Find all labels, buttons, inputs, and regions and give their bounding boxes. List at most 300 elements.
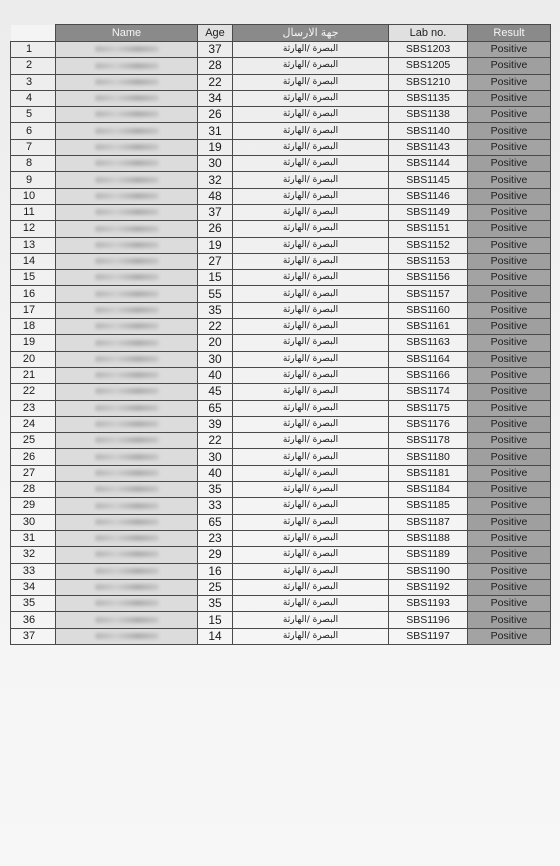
result-cell: Positive	[468, 449, 551, 465]
table-row	[11, 74, 551, 90]
lab-no-cell: SBS1187	[389, 514, 468, 530]
sender-cell: البصرة /الهارثة	[233, 596, 389, 612]
sender-cell: البصرة /الهارثة	[233, 351, 389, 367]
sender-cell: البصرة /الهارثة	[233, 286, 389, 302]
age-cell: 16	[198, 563, 233, 579]
table-row	[11, 612, 551, 628]
row-index: 29	[11, 498, 56, 514]
age-cell: 65	[198, 400, 233, 416]
lab-no-cell: SBS1140	[389, 123, 468, 139]
redacted-name-blur	[95, 160, 159, 166]
name-cell-redacted	[56, 237, 198, 253]
name-cell-redacted	[56, 465, 198, 481]
name-cell-redacted	[56, 253, 198, 269]
result-cell: Positive	[468, 139, 551, 155]
redacted-name-blur	[95, 519, 159, 525]
lab-no-cell: SBS1185	[389, 498, 468, 514]
age-cell: 22	[198, 74, 233, 90]
sender-cell: البصرة /الهارثة	[233, 319, 389, 335]
row-index: 28	[11, 482, 56, 498]
sender-cell: البصرة /الهارثة	[233, 123, 389, 139]
row-index: 18	[11, 319, 56, 335]
redacted-name-blur	[95, 193, 159, 199]
table-row	[11, 58, 551, 74]
lab-no-cell: SBS1210	[389, 74, 468, 90]
lab-no-cell: SBS1156	[389, 270, 468, 286]
result-cell: Positive	[468, 514, 551, 530]
lab-no-cell: SBS1181	[389, 465, 468, 481]
age-cell: 28	[198, 58, 233, 74]
table-row	[11, 400, 551, 416]
row-index: 23	[11, 400, 56, 416]
row-index: 20	[11, 351, 56, 367]
result-cell: Positive	[468, 547, 551, 563]
row-index: 12	[11, 221, 56, 237]
table-row	[11, 123, 551, 139]
row-index: 5	[11, 107, 56, 123]
row-index: 4	[11, 90, 56, 106]
redacted-name-blur	[95, 144, 159, 150]
sender-cell: البصرة /الهارثة	[233, 253, 389, 269]
lab-no-cell: SBS1149	[389, 204, 468, 220]
lab-no-cell: SBS1160	[389, 302, 468, 318]
row-index: 1	[11, 42, 56, 58]
table-row	[11, 416, 551, 432]
sender-cell: البصرة /الهارثة	[233, 579, 389, 595]
table-row	[11, 514, 551, 530]
name-cell-redacted	[56, 563, 198, 579]
name-cell-redacted	[56, 302, 198, 318]
table-row	[11, 286, 551, 302]
sender-cell: البصرة /الهارثة	[233, 172, 389, 188]
redacted-name-blur	[95, 274, 159, 280]
sender-cell: البصرة /الهارثة	[233, 74, 389, 90]
redacted-name-blur	[95, 600, 159, 606]
redacted-name-blur	[95, 307, 159, 313]
sender-cell: البصرة /الهارثة	[233, 530, 389, 546]
lab-no-cell: SBS1175	[389, 400, 468, 416]
sender-cell: البصرة /الهارثة	[233, 302, 389, 318]
result-cell: Positive	[468, 416, 551, 432]
age-cell: 30	[198, 156, 233, 172]
row-index: 9	[11, 172, 56, 188]
age-cell: 37	[198, 204, 233, 220]
result-cell: Positive	[468, 612, 551, 628]
row-index: 33	[11, 563, 56, 579]
result-cell: Positive	[468, 74, 551, 90]
redacted-name-blur	[95, 95, 159, 101]
redacted-name-blur	[95, 372, 159, 378]
sender-cell: البصرة /الهارثة	[233, 270, 389, 286]
result-cell: Positive	[468, 58, 551, 74]
name-cell-redacted	[56, 579, 198, 595]
age-cell: 25	[198, 579, 233, 595]
name-cell-redacted	[56, 335, 198, 351]
redacted-name-blur	[95, 242, 159, 248]
redacted-name-blur	[95, 258, 159, 264]
results-sheet	[10, 24, 551, 645]
row-index: 26	[11, 449, 56, 465]
sender-cell: البصرة /الهارثة	[233, 416, 389, 432]
table-row	[11, 628, 551, 644]
age-cell: 14	[198, 628, 233, 644]
result-cell: Positive	[468, 596, 551, 612]
age-cell: 35	[198, 302, 233, 318]
redacted-name-blur	[95, 356, 159, 362]
result-cell: Positive	[468, 498, 551, 514]
row-index: 10	[11, 188, 56, 204]
redacted-name-blur	[95, 46, 159, 52]
sender-cell: البصرة /الهارثة	[233, 465, 389, 481]
lab-no-cell: SBS1153	[389, 253, 468, 269]
table-row	[11, 530, 551, 546]
sender-cell: البصرة /الهارثة	[233, 367, 389, 383]
table-row	[11, 204, 551, 220]
result-cell: Positive	[468, 482, 551, 498]
table-row	[11, 270, 551, 286]
results-body	[11, 42, 551, 645]
row-index: 31	[11, 530, 56, 546]
results-table	[10, 24, 551, 645]
table-row	[11, 319, 551, 335]
redacted-name-blur	[95, 63, 159, 69]
name-cell-redacted	[56, 482, 198, 498]
result-cell: Positive	[468, 172, 551, 188]
redacted-name-blur	[95, 405, 159, 411]
table-row	[11, 433, 551, 449]
name-cell-redacted	[56, 384, 198, 400]
table-row	[11, 253, 551, 269]
name-cell-redacted	[56, 74, 198, 90]
name-cell-redacted	[56, 319, 198, 335]
result-cell: Positive	[468, 42, 551, 58]
sender-cell: البصرة /الهارثة	[233, 335, 389, 351]
row-index: 8	[11, 156, 56, 172]
table-row	[11, 367, 551, 383]
table-row	[11, 482, 551, 498]
result-cell: Positive	[468, 156, 551, 172]
row-index: 37	[11, 628, 56, 644]
row-index: 3	[11, 74, 56, 90]
result-cell: Positive	[468, 107, 551, 123]
row-index: 17	[11, 302, 56, 318]
result-cell: Positive	[468, 319, 551, 335]
redacted-name-blur	[95, 437, 159, 443]
lab-no-cell: SBS1151	[389, 221, 468, 237]
name-cell-redacted	[56, 367, 198, 383]
row-index: 34	[11, 579, 56, 595]
result-cell: Positive	[468, 530, 551, 546]
age-cell: 37	[198, 42, 233, 58]
redacted-name-blur	[95, 503, 159, 509]
row-index: 6	[11, 123, 56, 139]
age-cell: 23	[198, 530, 233, 546]
result-cell: Positive	[468, 204, 551, 220]
lab-no-cell: SBS1176	[389, 416, 468, 432]
result-cell: Positive	[468, 123, 551, 139]
sender-cell: البصرة /الهارثة	[233, 628, 389, 644]
name-cell-redacted	[56, 400, 198, 416]
table-row	[11, 351, 551, 367]
lab-no-cell: SBS1143	[389, 139, 468, 155]
name-cell-redacted	[56, 628, 198, 644]
name-cell-redacted	[56, 612, 198, 628]
lab-no-cell: SBS1180	[389, 449, 468, 465]
lab-no-cell: SBS1189	[389, 547, 468, 563]
sender-cell: البصرة /الهارثة	[233, 498, 389, 514]
table-row	[11, 335, 551, 351]
age-cell: 40	[198, 465, 233, 481]
name-cell-redacted	[56, 498, 198, 514]
age-cell: 39	[198, 416, 233, 432]
row-index: 14	[11, 253, 56, 269]
header-result: Result	[468, 25, 551, 42]
table-row	[11, 465, 551, 481]
table-row	[11, 42, 551, 58]
age-cell: 40	[198, 367, 233, 383]
table-row	[11, 156, 551, 172]
table-row	[11, 172, 551, 188]
row-index: 13	[11, 237, 56, 253]
sender-cell: البصرة /الهارثة	[233, 221, 389, 237]
sender-cell: البصرة /الهارثة	[233, 547, 389, 563]
lab-no-cell: SBS1205	[389, 58, 468, 74]
name-cell-redacted	[56, 433, 198, 449]
result-cell: Positive	[468, 270, 551, 286]
row-index: 32	[11, 547, 56, 563]
result-cell: Positive	[468, 302, 551, 318]
lab-no-cell: SBS1144	[389, 156, 468, 172]
redacted-name-blur	[95, 470, 159, 476]
lab-no-cell: SBS1190	[389, 563, 468, 579]
sender-cell: البصرة /الهارثة	[233, 42, 389, 58]
row-index: 15	[11, 270, 56, 286]
result-cell: Positive	[468, 221, 551, 237]
age-cell: 29	[198, 547, 233, 563]
age-cell: 32	[198, 172, 233, 188]
lab-no-cell: SBS1174	[389, 384, 468, 400]
age-cell: 45	[198, 384, 233, 400]
row-index: 2	[11, 58, 56, 74]
header-index	[11, 25, 56, 42]
row-index: 36	[11, 612, 56, 628]
header-row	[11, 25, 551, 42]
sender-cell: البصرة /الهارثة	[233, 139, 389, 155]
table-row	[11, 188, 551, 204]
result-cell: Positive	[468, 253, 551, 269]
age-cell: 22	[198, 319, 233, 335]
age-cell: 20	[198, 335, 233, 351]
row-index: 30	[11, 514, 56, 530]
table-row	[11, 302, 551, 318]
name-cell-redacted	[56, 90, 198, 106]
result-cell: Positive	[468, 465, 551, 481]
age-cell: 35	[198, 482, 233, 498]
result-cell: Positive	[468, 579, 551, 595]
table-row	[11, 449, 551, 465]
name-cell-redacted	[56, 416, 198, 432]
sender-cell: البصرة /الهارثة	[233, 612, 389, 628]
result-cell: Positive	[468, 628, 551, 644]
name-cell-redacted	[56, 547, 198, 563]
lab-no-cell: SBS1193	[389, 596, 468, 612]
lab-no-cell: SBS1184	[389, 482, 468, 498]
redacted-name-blur	[95, 421, 159, 427]
lab-no-cell: SBS1135	[389, 90, 468, 106]
sender-cell: البصرة /الهارثة	[233, 204, 389, 220]
result-cell: Positive	[468, 433, 551, 449]
result-cell: Positive	[468, 335, 551, 351]
name-cell-redacted	[56, 172, 198, 188]
lab-no-cell: SBS1203	[389, 42, 468, 58]
row-index: 16	[11, 286, 56, 302]
sender-cell: البصرة /الهارثة	[233, 107, 389, 123]
name-cell-redacted	[56, 204, 198, 220]
redacted-name-blur	[95, 340, 159, 346]
sender-cell: البصرة /الهارثة	[233, 449, 389, 465]
row-index: 35	[11, 596, 56, 612]
name-cell-redacted	[56, 221, 198, 237]
lab-no-cell: SBS1164	[389, 351, 468, 367]
sender-cell: البصرة /الهارثة	[233, 514, 389, 530]
result-cell: Positive	[468, 384, 551, 400]
lab-no-cell: SBS1178	[389, 433, 468, 449]
age-cell: 15	[198, 612, 233, 628]
lab-no-cell: SBS1196	[389, 612, 468, 628]
header-name: Name	[56, 25, 198, 42]
age-cell: 35	[198, 596, 233, 612]
table-row	[11, 237, 551, 253]
table-row	[11, 139, 551, 155]
redacted-name-blur	[95, 79, 159, 85]
table-row	[11, 563, 551, 579]
name-cell-redacted	[56, 188, 198, 204]
result-cell: Positive	[468, 367, 551, 383]
age-cell: 55	[198, 286, 233, 302]
result-cell: Positive	[468, 351, 551, 367]
name-cell-redacted	[56, 58, 198, 74]
name-cell-redacted	[56, 107, 198, 123]
age-cell: 15	[198, 270, 233, 286]
result-cell: Positive	[468, 563, 551, 579]
redacted-name-blur	[95, 177, 159, 183]
lab-no-cell: SBS1152	[389, 237, 468, 253]
row-index: 27	[11, 465, 56, 481]
sender-cell: البصرة /الهارثة	[233, 237, 389, 253]
result-cell: Positive	[468, 90, 551, 106]
name-cell-redacted	[56, 514, 198, 530]
sender-cell: البصرة /الهارثة	[233, 400, 389, 416]
age-cell: 30	[198, 449, 233, 465]
lab-no-cell: SBS1157	[389, 286, 468, 302]
age-cell: 30	[198, 351, 233, 367]
lab-no-cell: SBS1192	[389, 579, 468, 595]
age-cell: 22	[198, 433, 233, 449]
sender-cell: البصرة /الهارثة	[233, 90, 389, 106]
table-row	[11, 221, 551, 237]
table-row	[11, 579, 551, 595]
name-cell-redacted	[56, 351, 198, 367]
age-cell: 26	[198, 221, 233, 237]
age-cell: 26	[198, 107, 233, 123]
name-cell-redacted	[56, 596, 198, 612]
age-cell: 27	[198, 253, 233, 269]
name-cell-redacted	[56, 42, 198, 58]
name-cell-redacted	[56, 270, 198, 286]
redacted-name-blur	[95, 617, 159, 623]
lab-no-cell: SBS1166	[389, 367, 468, 383]
age-cell: 31	[198, 123, 233, 139]
row-index: 7	[11, 139, 56, 155]
redacted-name-blur	[95, 454, 159, 460]
name-cell-redacted	[56, 530, 198, 546]
redacted-name-blur	[95, 551, 159, 557]
lab-no-cell: SBS1163	[389, 335, 468, 351]
lab-no-cell: SBS1145	[389, 172, 468, 188]
row-index: 19	[11, 335, 56, 351]
table-row	[11, 498, 551, 514]
lab-no-cell: SBS1197	[389, 628, 468, 644]
age-cell: 33	[198, 498, 233, 514]
age-cell: 19	[198, 237, 233, 253]
header-lab-no: Lab no.	[389, 25, 468, 42]
sender-cell: البصرة /الهارثة	[233, 563, 389, 579]
table-row	[11, 547, 551, 563]
table-row	[11, 384, 551, 400]
name-cell-redacted	[56, 123, 198, 139]
result-cell: Positive	[468, 286, 551, 302]
header-age: Age	[198, 25, 233, 42]
redacted-name-blur	[95, 633, 159, 639]
table-row	[11, 107, 551, 123]
result-cell: Positive	[468, 400, 551, 416]
sender-cell: البصرة /الهارثة	[233, 156, 389, 172]
table-row	[11, 90, 551, 106]
age-cell: 34	[198, 90, 233, 106]
age-cell: 65	[198, 514, 233, 530]
lab-no-cell: SBS1146	[389, 188, 468, 204]
redacted-name-blur	[95, 323, 159, 329]
name-cell-redacted	[56, 449, 198, 465]
row-index: 22	[11, 384, 56, 400]
sender-cell: البصرة /الهارثة	[233, 433, 389, 449]
name-cell-redacted	[56, 139, 198, 155]
name-cell-redacted	[56, 156, 198, 172]
row-index: 24	[11, 416, 56, 432]
sender-cell: البصرة /الهارثة	[233, 58, 389, 74]
redacted-name-blur	[95, 388, 159, 394]
redacted-name-blur	[95, 486, 159, 492]
result-cell: Positive	[468, 188, 551, 204]
name-cell-redacted	[56, 286, 198, 302]
row-index: 25	[11, 433, 56, 449]
row-index: 11	[11, 204, 56, 220]
redacted-name-blur	[95, 291, 159, 297]
lab-no-cell: SBS1188	[389, 530, 468, 546]
result-cell: Positive	[468, 237, 551, 253]
redacted-name-blur	[95, 226, 159, 232]
redacted-name-blur	[95, 568, 159, 574]
sender-cell: البصرة /الهارثة	[233, 188, 389, 204]
age-cell: 19	[198, 139, 233, 155]
row-index: 21	[11, 367, 56, 383]
sender-cell: البصرة /الهارثة	[233, 384, 389, 400]
age-cell: 48	[198, 188, 233, 204]
lab-no-cell: SBS1138	[389, 107, 468, 123]
redacted-name-blur	[95, 111, 159, 117]
lab-no-cell: SBS1161	[389, 319, 468, 335]
redacted-name-blur	[95, 209, 159, 215]
